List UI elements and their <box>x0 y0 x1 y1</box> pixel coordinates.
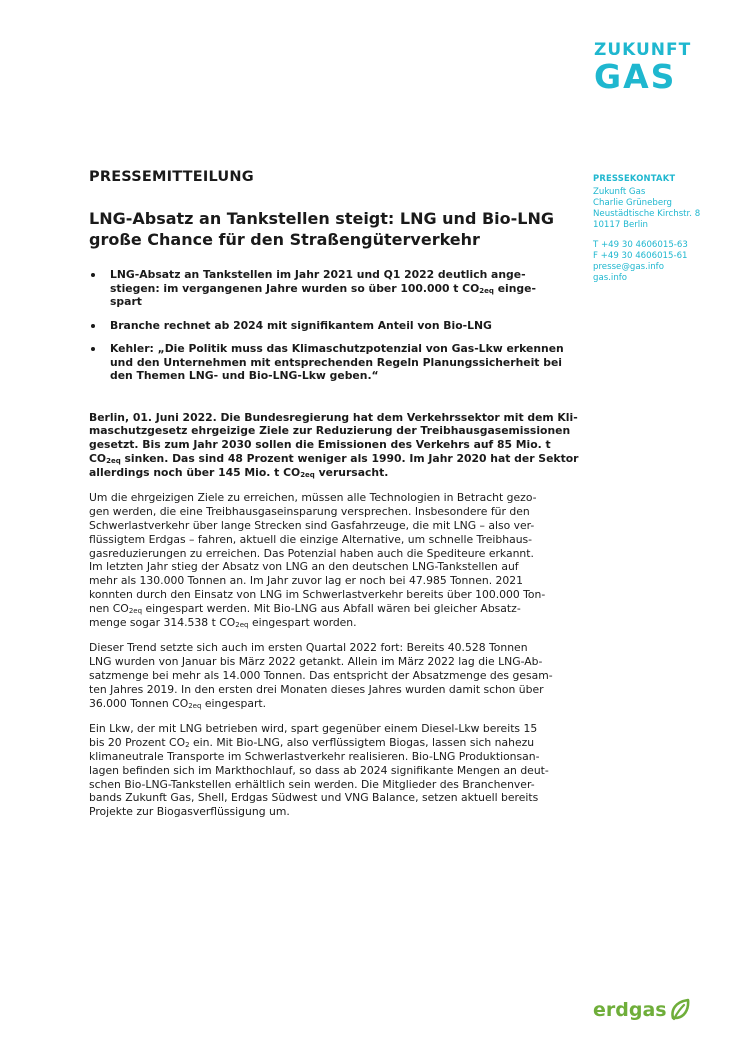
headline-line-2: große Chance für den Straßengüterverkehr <box>89 230 480 249</box>
key-point-3 <box>89 342 564 383</box>
lead-paragraph: Berlin, 01. Juni 2022. Die Bundesregierung hat dem Verkehrssektor mit dem Kli- maschutzgesetz ehrgeizige Ziele zur Reduzierung der Treibhausgasemissionen gesetzt. Bis zum Jahr 2030 sollen die Emissionen des Verkehrs auf 85 Mio. t $CO_{2eq}$ sinken. Das sind 48 Prozent weniger als 1990. Im Jahr 2020 hat der Sektor allerdings noch über 145 Mio. t $CO_{2eq}$ verursacht. <box>89 410 579 479</box>
key-point-2 <box>89 319 561 333</box>
zukunft-gas-logo <box>594 40 694 96</box>
contact-email-link[interactable]: presse@gas.info <box>593 262 664 272</box>
headline-line-1: LNG-Absatz an Tankstellen steigt: LNG und Bio-LNG <box>89 209 554 228</box>
key-point-1-line: spart <box>110 295 142 308</box>
erdgas-logo-text: erdgas <box>593 999 667 1021</box>
body-paragraph-3: Ein Lkw, der mit LNG betrieben wird, spart gegenüber einem Diesel-Lkw bereits 15 bis 20 Prozent $CO_2$ ein. Mit Bio-LNG, also verflüssigtem Biogas, lassen sich nahezu klimaneutrale Transporte im Schwerlastverkehr realisieren. Bio-LNG Produktionsan- lagen befinden sich im Markthochlauf, so dass ab 2024 signifikante Mengen an deut- schen Bio-LNG-Tankstellen erhältlich sein werden. Die Mitglieder des Branchenver- bands Zukunft Gas, Shell, Erdgas Südwest und VNG Balance, setzen aktuell bereits Projekte zur Biogasverflüssigung um. <box>89 722 549 819</box>
key-point-1-line: LNG-Absatz an Tankstellen im Jahr 2021 und Q1 2022 deutlich ange- <box>110 268 526 281</box>
key-point-3-line: den Themen LNG- und Bio-LNG-Lkw geben.“ <box>110 369 379 382</box>
document-label: PRESSEMITTEILUNG <box>89 169 254 185</box>
contact-city: 10117 Berlin <box>593 220 649 230</box>
logo-line-2: GAS <box>594 57 677 96</box>
contact-person: Charlie Grüneberg <box>593 198 672 208</box>
key-point-1 <box>89 268 561 309</box>
body-paragraph-2: Dieser Trend setzte sich auch im ersten Quartal 2022 fort: Bereits 40.528 Tonnen LNG wurden von Januar bis März 2022 getankt. Allein im März 2022 lag die LNG-Ab- satzmenge bei mehr als 14.000 Tonnen. Das entspricht der Absatzmenge des gesam- ten Jahres 2019. In den ersten drei Monaten dieses Jahres wurden damit schon über 36.000 Tonnen $CO_{2eq}$ eingespart. <box>89 641 553 710</box>
headline <box>89 208 561 250</box>
press-contact <box>593 173 743 293</box>
erdgas-logo <box>593 996 691 1024</box>
leaf-icon <box>669 998 691 1022</box>
key-point-3-line: Kehler: „Die Politik muss das Klimaschutzpotenzial von Gas-Lkw erkennen <box>110 342 564 355</box>
contact-fax: F +49 30 4606015-61 <box>593 251 688 261</box>
contact-org: Zukunft Gas <box>593 187 646 197</box>
contact-website-link[interactable]: gas.info <box>593 273 628 283</box>
contact-details <box>593 240 743 284</box>
key-point-1-line: stiegen: im vergangenen Jahre wurden so über 100.000 t $CO_{2eq}$ einge- <box>110 281 536 295</box>
logo-line-1: ZUKUNFT <box>594 40 692 60</box>
contact-phone: T +49 30 4606015-63 <box>593 240 688 250</box>
contact-address <box>593 187 743 231</box>
press-release-body <box>89 169 579 819</box>
key-point-3-line: und den Unternehmen mit entsprechenden Regeln Planungssicherheit bei <box>110 355 562 369</box>
contact-street: Neustädtische Kirchstr. 8 <box>593 209 701 219</box>
key-points-list <box>89 268 564 383</box>
body-paragraph-1: Um die ehrgeizigen Ziele zu erreichen, müssen alle Technologien in Betracht gezo- gen werden, die eine Treibhausgaseinsparung versprechen. Insbesondere für den Schwerlastverkehr über lange Strecken sind Gasfahrzeuge, die mit LNG – also ver- flüssigtem Erdgas – fahren, aktuell die einzige Alternative, um schnelle Treibhaus- gasreduzierungen zu erreichen. Das Potenzial haben auch die Spediteure erkannt. Im letzten Jahr stieg der Absatz von LNG an den deutschen LNG-Tankstellen auf mehr als 130.000 Tonnen an. Im Jahr zuvor lag er noch bei 47.985 Tonnen. 2021 konnten durch den Einsatz von LNG im Schwerlastverkehr bereits über 100.000 Ton- nen $CO_{2eq}$ eingespart werden. Mit Bio-LNG aus Abfall wären bei gleicher Absatz- menge sogar 314.538 t $CO_{2eq}$ eingespart worden. <box>89 491 546 629</box>
key-point-2-line: Branche rechnet ab 2024 mit signifikantem Anteil von Bio-LNG <box>110 318 492 332</box>
press-contact-heading: PRESSEKONTAKT <box>593 173 676 183</box>
